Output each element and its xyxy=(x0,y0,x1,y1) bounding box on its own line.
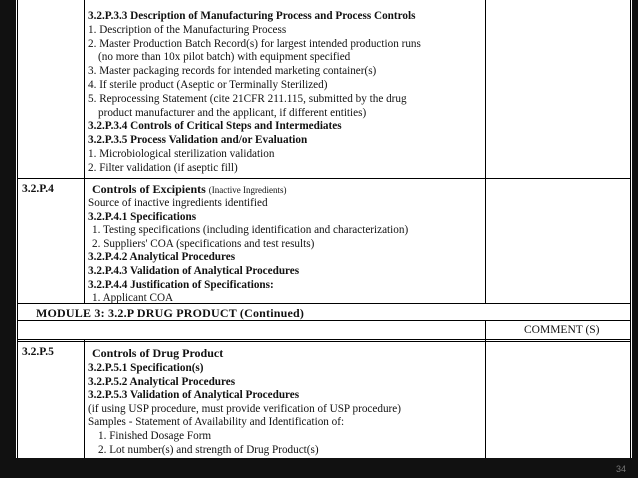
section-heading-p4-text: Controls of Excipients xyxy=(92,182,206,196)
text-line: product manufacturer and the applicant, if different entities) xyxy=(98,106,367,119)
text-line: (no more than 10x pilot batch) with equipment specified xyxy=(98,51,351,64)
text-line: Samples - Statement of Availability and Identification of: xyxy=(88,416,345,429)
section-code-p4: 3.2.P.4 xyxy=(22,183,54,195)
row-divider-p5 xyxy=(17,341,631,342)
text-line: 2. Master Production Batch Record(s) for largest intended production runs xyxy=(88,37,421,50)
text-line: 3.2.P.4.3 Validation of Analytical Procedures xyxy=(88,265,300,277)
comment-header: COMMENT (S) xyxy=(524,324,600,336)
section-heading-p4-note: (Inactive Ingredients) xyxy=(208,185,287,195)
text-line: 3.2.P.5.1 Specification(s) xyxy=(88,362,204,374)
section-heading-p5: Controls of Drug Product xyxy=(92,346,224,360)
row-divider-p4 xyxy=(17,178,631,179)
text-line: 2. Suppliers' COA (specifications and test results) xyxy=(92,237,315,250)
text-line: 1. Description of the Manufacturing Process xyxy=(88,23,287,36)
text-line: 3.2.P.4.4 Justification of Specifications: xyxy=(88,278,274,291)
section-heading-p4 xyxy=(92,183,287,197)
document-page xyxy=(16,0,632,458)
column-divider-comment xyxy=(485,0,486,304)
text-line: 1. Applicant COA xyxy=(92,292,174,305)
row-divider-comment-bottom xyxy=(17,339,631,340)
text-line: 1. Microbiological sterilization validation xyxy=(88,148,275,160)
text-line: 4. If sterile product (Aseptic or Terminally Sterilized) xyxy=(88,79,328,91)
text-line: 3.2.P.4.1 Specifications xyxy=(88,210,197,223)
text-line: (if using USP procedure, must provide verification of USP procedure) xyxy=(88,402,401,415)
table-border-left xyxy=(17,0,18,458)
text-line: 3.2.P.3.3 Description of Manufacturing Process and Process Controls xyxy=(88,10,416,22)
module-title: MODULE 3: 3.2.P DRUG PRODUCT (Continued) xyxy=(36,306,305,320)
text-line: 3. Master packaging records for intended marketing container(s) xyxy=(88,65,377,78)
text-line: Source of inactive ingredients identified xyxy=(88,197,268,209)
column-divider-code xyxy=(84,0,85,304)
text-line: 3.2.P.3.4 Controls of Critical Steps and Intermediates xyxy=(88,120,342,133)
text-line: 2. Lot number(s) and strength of Drug Product(s) xyxy=(98,443,319,456)
text-line: 1. Finished Dosage Form xyxy=(98,430,212,442)
text-line: 5. Reprocessing Statement (cite 21CFR 211.115, submitted by the drug xyxy=(88,92,407,105)
text-line: 3.2.P.5.3 Validation of Analytical Procedures xyxy=(88,389,300,402)
text-line: 2. Filter validation (if aseptic fill) xyxy=(88,161,238,174)
text-line: 3.2.P.4.2 Analytical Procedures xyxy=(88,251,236,264)
table-border-right xyxy=(630,0,631,458)
text-line: 1. Testing specifications (including identification and characterization) xyxy=(92,224,409,237)
column-divider-code-lower xyxy=(84,340,85,458)
text-line: 3.2.P.5.2 Analytical Procedures xyxy=(88,375,236,388)
text-line: 3.2.P.3.5 Process Validation and/or Evaluation xyxy=(88,134,308,147)
section-code-p5: 3.2.P.5 xyxy=(22,346,54,358)
page-number: 34 xyxy=(615,464,626,474)
